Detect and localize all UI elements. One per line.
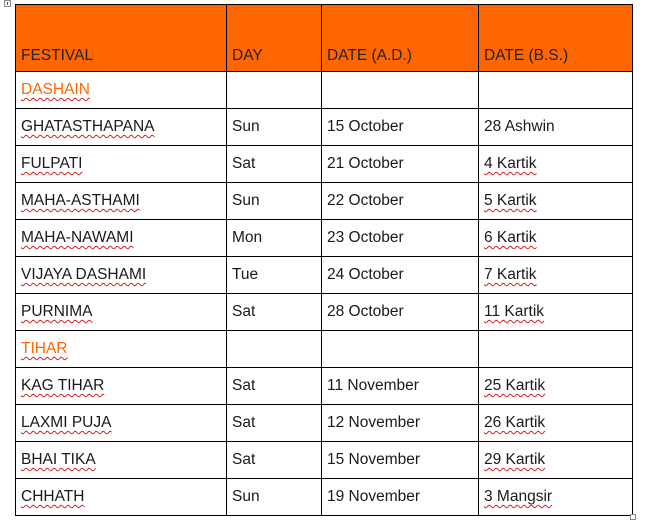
date-bs-value: 6 Kartik bbox=[484, 229, 537, 246]
date-bs-cell[interactable] bbox=[479, 442, 633, 479]
empty-cell[interactable] bbox=[479, 331, 633, 368]
date-bs-cell[interactable] bbox=[479, 183, 633, 220]
festival-cell[interactable] bbox=[16, 442, 227, 479]
day-cell[interactable]: Sat bbox=[227, 294, 322, 331]
festival-name: KAG TIHAR bbox=[21, 377, 105, 394]
festival-name: BHAI TIKA bbox=[21, 451, 96, 468]
festival-cell[interactable] bbox=[16, 109, 227, 146]
date-bs-cell[interactable] bbox=[479, 294, 633, 331]
table-row bbox=[16, 442, 633, 479]
festival-name: VIJAYA DASHAMI bbox=[21, 266, 147, 283]
date-bs-value: 29 Kartik bbox=[484, 451, 546, 468]
date-bs-cell[interactable] bbox=[479, 109, 633, 146]
section-row-dashain bbox=[16, 72, 633, 109]
table-row bbox=[16, 146, 633, 183]
empty-cell[interactable] bbox=[227, 72, 322, 109]
date-ad-cell[interactable]: 15 October bbox=[322, 109, 479, 146]
festival-cell[interactable] bbox=[16, 257, 227, 294]
festival-name: GHATASTHAPANA bbox=[21, 118, 155, 135]
festival-cell[interactable] bbox=[16, 220, 227, 257]
date-ad-cell[interactable]: 23 October bbox=[322, 220, 479, 257]
date-bs-value: 3 Mangsir bbox=[484, 488, 553, 505]
festival-name: MAHA-NAWAMI bbox=[21, 229, 134, 246]
festival-name: FULPATI bbox=[21, 155, 83, 172]
section-cell[interactable] bbox=[16, 331, 227, 368]
header-row bbox=[16, 5, 633, 72]
table-row bbox=[16, 479, 633, 516]
table-row bbox=[16, 294, 633, 331]
header-day: DAY bbox=[227, 5, 322, 72]
date-bs-value: 28 Ashwin bbox=[484, 118, 555, 135]
festival-cell[interactable] bbox=[16, 479, 227, 516]
table-row bbox=[16, 109, 633, 146]
section-cell[interactable] bbox=[16, 72, 227, 109]
date-bs-value: 5 Kartik bbox=[484, 192, 537, 209]
festival-cell[interactable] bbox=[16, 294, 227, 331]
festival-cell[interactable] bbox=[16, 146, 227, 183]
day-cell[interactable]: Mon bbox=[227, 220, 322, 257]
empty-cell[interactable] bbox=[322, 331, 479, 368]
date-bs-cell[interactable] bbox=[479, 146, 633, 183]
header-date-bs: DATE (B.S.) bbox=[479, 5, 633, 72]
date-ad-cell[interactable]: 11 November bbox=[322, 368, 479, 405]
empty-cell[interactable] bbox=[322, 72, 479, 109]
date-bs-value: 11 Kartik bbox=[484, 303, 545, 320]
table-row bbox=[16, 405, 633, 442]
festival-name: CHHATH bbox=[21, 488, 85, 505]
table-row bbox=[16, 257, 633, 294]
day-cell[interactable]: Sat bbox=[227, 146, 322, 183]
day-cell[interactable]: Sun bbox=[227, 479, 322, 516]
date-ad-cell[interactable]: 22 October bbox=[322, 183, 479, 220]
day-cell[interactable]: Tue bbox=[227, 257, 322, 294]
date-bs-cell[interactable] bbox=[479, 257, 633, 294]
date-bs-value: 4 Kartik bbox=[484, 155, 537, 172]
empty-cell[interactable] bbox=[227, 331, 322, 368]
date-ad-cell[interactable]: 12 November bbox=[322, 405, 479, 442]
day-cell[interactable]: Sun bbox=[227, 183, 322, 220]
section-label-tihar: TIHAR bbox=[21, 340, 68, 357]
header-date-ad: DATE (A.D.) bbox=[322, 5, 479, 72]
day-cell[interactable]: Sun bbox=[227, 109, 322, 146]
section-row-tihar bbox=[16, 331, 633, 368]
festival-name: MAHA-ASTHAMI bbox=[21, 192, 140, 209]
date-ad-cell[interactable]: 15 November bbox=[322, 442, 479, 479]
header-festival: FESTIVAL bbox=[16, 5, 227, 72]
date-bs-cell[interactable] bbox=[479, 405, 633, 442]
table-row bbox=[16, 368, 633, 405]
date-bs-value: 26 Kartik bbox=[484, 414, 546, 431]
date-ad-cell[interactable]: 28 October bbox=[322, 294, 479, 331]
day-cell[interactable]: Sat bbox=[227, 405, 322, 442]
day-cell[interactable]: Sat bbox=[227, 368, 322, 405]
festival-name: PURNIMA bbox=[21, 303, 93, 320]
day-cell[interactable]: Sat bbox=[227, 442, 322, 479]
date-bs-cell[interactable] bbox=[479, 368, 633, 405]
date-bs-value: 25 Kartik bbox=[484, 377, 546, 394]
date-ad-cell[interactable]: 24 October bbox=[322, 257, 479, 294]
festival-table bbox=[15, 4, 633, 516]
date-bs-cell[interactable] bbox=[479, 479, 633, 516]
festival-cell[interactable] bbox=[16, 183, 227, 220]
section-label-dashain: DASHAIN bbox=[21, 81, 90, 98]
festival-name: LAXMI PUJA bbox=[21, 414, 112, 431]
date-bs-value: 7 Kartik bbox=[484, 266, 537, 283]
date-ad-cell[interactable]: 19 November bbox=[322, 479, 479, 516]
table-move-handle-icon[interactable] bbox=[4, 0, 11, 7]
table-row bbox=[16, 183, 633, 220]
date-ad-cell[interactable]: 21 October bbox=[322, 146, 479, 183]
date-bs-cell[interactable] bbox=[479, 220, 633, 257]
empty-cell[interactable] bbox=[479, 72, 633, 109]
table-resize-handle-icon[interactable] bbox=[630, 514, 636, 520]
table-row bbox=[16, 220, 633, 257]
festival-cell[interactable] bbox=[16, 368, 227, 405]
festival-cell[interactable] bbox=[16, 405, 227, 442]
